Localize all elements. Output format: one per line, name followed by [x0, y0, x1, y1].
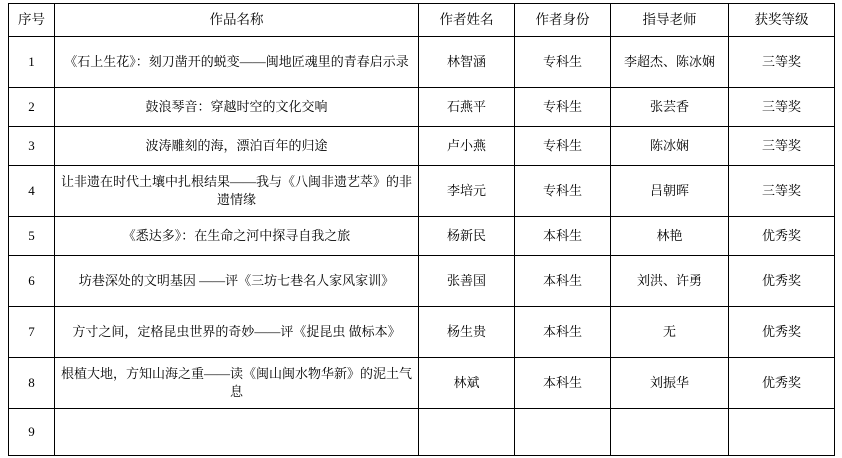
cell-level: 三等奖 [729, 88, 835, 127]
cell-title: 方寸之间，定格昆虫世界的奇妙——评《捉昆虫 做标本》 [55, 307, 419, 358]
document-page [0, 3, 842, 458]
column-header-author: 作者姓名 [419, 4, 515, 37]
column-header-teacher: 指导老师 [611, 4, 729, 37]
cell-teacher: 李超杰、陈冰娴 [611, 37, 729, 88]
table-row [9, 217, 835, 256]
cell-identity: 本科生 [515, 256, 611, 307]
cell-title [55, 409, 419, 456]
column-header-title: 作品名称 [55, 4, 419, 37]
cell-teacher: 张芸香 [611, 88, 729, 127]
cell-teacher: 刘洪、许勇 [611, 256, 729, 307]
cell-level: 优秀奖 [729, 217, 835, 256]
cell-identity [515, 409, 611, 456]
cell-title: 《石上生花》：刻刀凿开的蜕变——闽地匠魂里的青春启示录 [55, 37, 419, 88]
cell-title: 波涛雕刻的海，漂泊百年的归途 [55, 127, 419, 166]
column-header-identity: 作者身份 [515, 4, 611, 37]
table-row [9, 127, 835, 166]
cell-title: 根植大地，方知山海之重——读《闽山闽水物华新》的泥土气息 [55, 358, 419, 409]
cell-identity: 专科生 [515, 37, 611, 88]
cell-no: 3 [9, 127, 55, 166]
table-header-row [9, 4, 835, 37]
cell-level: 优秀奖 [729, 358, 835, 409]
cell-title: 坊巷深处的文明基因 ——评《三坊七巷名人家风家训》 [55, 256, 419, 307]
cell-teacher: 无 [611, 307, 729, 358]
cell-teacher: 林艳 [611, 217, 729, 256]
cell-level: 优秀奖 [729, 256, 835, 307]
table-row [9, 307, 835, 358]
cell-author: 林智涵 [419, 37, 515, 88]
table-row [9, 37, 835, 88]
cell-author: 林斌 [419, 358, 515, 409]
cell-no: 4 [9, 166, 55, 217]
column-header-level: 获奖等级 [729, 4, 835, 37]
cell-teacher: 刘振华 [611, 358, 729, 409]
cell-identity: 本科生 [515, 358, 611, 409]
cell-author: 李培元 [419, 166, 515, 217]
cell-identity: 本科生 [515, 307, 611, 358]
cell-title: 《悉达多》：在生命之河中探寻自我之旅 [55, 217, 419, 256]
cell-no: 7 [9, 307, 55, 358]
cell-no: 5 [9, 217, 55, 256]
cell-author: 卢小燕 [419, 127, 515, 166]
table-row [9, 256, 835, 307]
table-row [9, 358, 835, 409]
cell-teacher [611, 409, 729, 456]
table-row [9, 88, 835, 127]
cell-no: 1 [9, 37, 55, 88]
award-results-table [8, 3, 835, 456]
cell-author: 杨生贵 [419, 307, 515, 358]
cell-author: 杨新民 [419, 217, 515, 256]
table-row [9, 409, 835, 456]
cell-teacher: 吕朝晖 [611, 166, 729, 217]
cell-level: 三等奖 [729, 166, 835, 217]
cell-no: 2 [9, 88, 55, 127]
cell-identity: 专科生 [515, 127, 611, 166]
cell-identity: 专科生 [515, 88, 611, 127]
cell-teacher: 陈冰娴 [611, 127, 729, 166]
cell-no: 8 [9, 358, 55, 409]
cell-level: 优秀奖 [729, 307, 835, 358]
cell-level: 三等奖 [729, 127, 835, 166]
cell-title: 让非遗在时代土壤中扎根结果——我与《八闽非遗艺萃》的非遗情缘 [55, 166, 419, 217]
cell-author [419, 409, 515, 456]
cell-level [729, 409, 835, 456]
cell-identity: 专科生 [515, 166, 611, 217]
table-row [9, 166, 835, 217]
cell-title: 鼓浪琴音：穿越时空的文化交响 [55, 88, 419, 127]
cell-no: 6 [9, 256, 55, 307]
cell-author: 张善国 [419, 256, 515, 307]
column-header-no: 序号 [9, 4, 55, 37]
cell-level: 三等奖 [729, 37, 835, 88]
cell-author: 石燕平 [419, 88, 515, 127]
cell-no: 9 [9, 409, 55, 456]
cell-identity: 本科生 [515, 217, 611, 256]
